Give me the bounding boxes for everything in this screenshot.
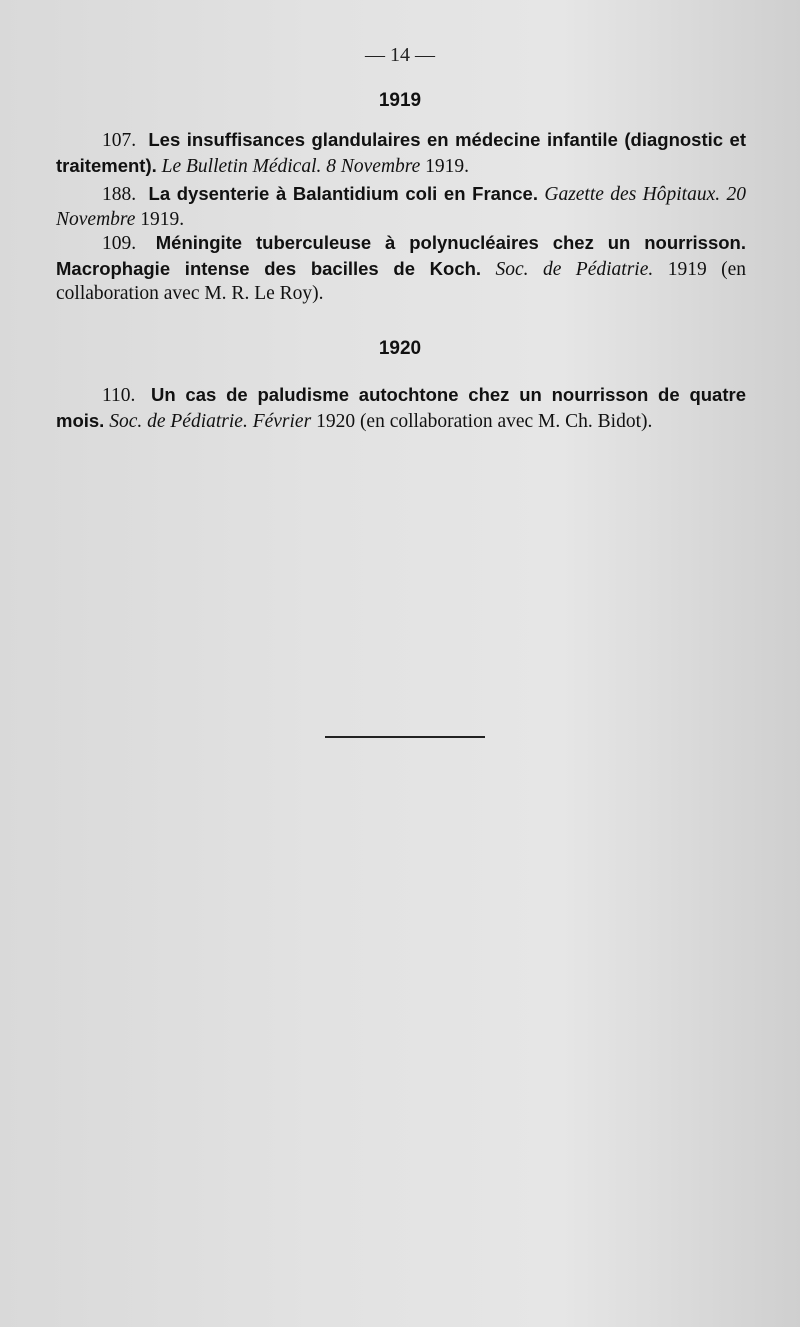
entry-title: Méningite tuberculeuse à polynucléaires chez un nourrisson. Macrophagie intense des bacilles de Koch. (56, 232, 746, 279)
bibliography-entry (56, 231, 746, 307)
entry-details: 1919 (en collaboration avec M. R. Le Roy). (56, 258, 747, 304)
bibliography-entry (56, 128, 746, 179)
entry-number: 109. (102, 233, 137, 254)
entry-journal: Gazette des Hôpitaux. 20 Novembre (56, 184, 747, 230)
entry-number: 107. (102, 130, 137, 151)
entry-number: 188. (102, 184, 137, 205)
entry-title: Un cas de paludisme autochtone chez un nourrisson de quatre mois. (56, 384, 746, 431)
section-year-1919: 1919 (378, 90, 422, 111)
page-number: — 14 — (365, 44, 435, 66)
entry-details: 1919. (425, 155, 470, 177)
entry-details: 1920 (en collaboration avec M. Ch. Bidot). (316, 410, 653, 432)
entry-title: Les insuffisances glandulaires en médecine infantile (diagnostic et traitement). (56, 129, 747, 176)
entry-number: 110. (102, 385, 136, 406)
end-rule (325, 736, 485, 738)
entry-journal: Soc. de Pédiatrie. Février (109, 410, 312, 432)
entry-journal: Le Bulletin Médical. 8 Novembre (161, 155, 421, 177)
entry-journal: Soc. de Pédiatrie. (495, 258, 654, 280)
bibliography-entry (56, 182, 746, 232)
entry-title: La dysenterie à Balantidium coli en France. (148, 183, 538, 204)
bibliography-entry (56, 383, 746, 434)
section-year-1920: 1920 (378, 338, 422, 359)
entry-details: 1919. (140, 208, 185, 230)
